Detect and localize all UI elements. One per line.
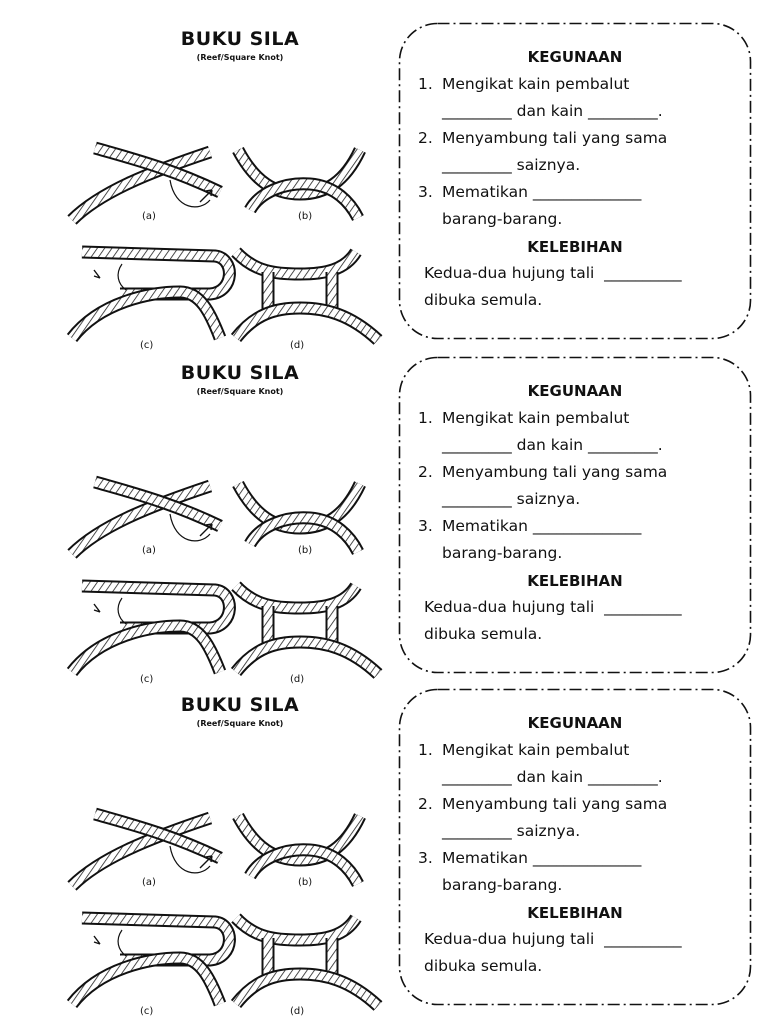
item-text-fill-blank: Mematikan ______________ (442, 517, 642, 535)
step-label-b: (b) (298, 545, 313, 556)
kelebihan-text: dibuka semula. (424, 957, 543, 975)
item-text: barang-barang. (442, 544, 563, 562)
reef-knot-diagram (60, 102, 390, 351)
item-text-fill-blank: _________ saiznya. (442, 822, 581, 840)
info-box (398, 688, 752, 1006)
step-label-c: (c) (140, 1006, 154, 1017)
step-label-a: (a) (142, 545, 156, 556)
item-text: barang-barang. (442, 210, 563, 228)
item-number: 2. (418, 463, 433, 481)
item-number: 2. (418, 795, 433, 813)
item-number: 3. (418, 517, 433, 535)
step-label-d: (d) (290, 340, 305, 351)
info-box (398, 356, 752, 674)
knot-step-d-illustration (236, 252, 378, 340)
worksheet-card (0, 688, 768, 1020)
item-text: Menyambung tali yang sama (442, 129, 668, 147)
knot-step-d-illustration (236, 586, 378, 674)
item-text-fill-blank: _________ dan kain _________. (442, 102, 663, 120)
item-number: 1. (418, 741, 433, 759)
item-number: 1. (418, 75, 433, 93)
item-number: 1. (418, 409, 433, 427)
item-text-fill-blank: Mematikan ______________ (442, 849, 642, 867)
knot-step-b-illustration (238, 816, 360, 884)
worksheet-card (0, 22, 768, 354)
knot-title: BUKU SILA (180, 694, 300, 716)
step-label-c: (c) (140, 340, 154, 351)
item-number: 3. (418, 849, 433, 867)
knot-step-c-illustration (72, 586, 229, 672)
knot-illustration-panel (60, 688, 390, 1017)
item-text-fill-blank: Mematikan ______________ (442, 183, 642, 201)
item-text: Menyambung tali yang sama (442, 795, 668, 813)
kegunaan-heading: KEGUNAAN (527, 714, 623, 732)
kelebihan-text-fill-blank: Kedua-dua hujung tali __________ (424, 930, 682, 948)
knot-subtitle: (Reef/Square Knot) (196, 53, 284, 62)
info-box (398, 22, 752, 340)
kegunaan-heading: KEGUNAAN (527, 382, 623, 400)
kegunaan-heading: KEGUNAAN (527, 48, 623, 66)
kelebihan-heading: KELEBIHAN (527, 238, 623, 256)
knot-illustration-panel (60, 22, 390, 351)
knot-step-b-illustration (238, 484, 360, 552)
kelebihan-text-fill-blank: Kedua-dua hujung tali __________ (424, 264, 682, 282)
kelebihan-text: dibuka semula. (424, 625, 543, 643)
reef-knot-diagram (60, 436, 390, 685)
knot-step-a-illustration (72, 814, 220, 886)
item-text-fill-blank: _________ dan kain _________. (442, 436, 663, 454)
kelebihan-heading: KELEBIHAN (527, 904, 623, 922)
step-label-b: (b) (298, 877, 313, 888)
item-number: 3. (418, 183, 433, 201)
step-label-a: (a) (142, 211, 156, 222)
knot-step-c-illustration (72, 918, 229, 1004)
reef-knot-diagram (60, 768, 390, 1017)
step-label-d: (d) (290, 674, 305, 685)
kelebihan-heading: KELEBIHAN (527, 572, 623, 590)
item-text-fill-blank: _________ saiznya. (442, 156, 581, 174)
knot-step-d-illustration (236, 918, 378, 1006)
step-label-d: (d) (290, 1006, 305, 1017)
knot-step-c-illustration (72, 252, 229, 338)
worksheet-card (0, 356, 768, 688)
knot-step-a-illustration (72, 482, 220, 554)
kelebihan-text-fill-blank: Kedua-dua hujung tali __________ (424, 598, 682, 616)
knot-step-b-illustration (238, 150, 360, 218)
item-text: Mengikat kain pembalut (442, 409, 630, 427)
knot-title: BUKU SILA (180, 362, 300, 384)
item-text-fill-blank: _________ saiznya. (442, 490, 581, 508)
knot-subtitle: (Reef/Square Knot) (196, 387, 284, 396)
item-number: 2. (418, 129, 433, 147)
step-label-b: (b) (298, 211, 313, 222)
step-label-a: (a) (142, 877, 156, 888)
item-text: Mengikat kain pembalut (442, 741, 630, 759)
knot-subtitle: (Reef/Square Knot) (196, 719, 284, 728)
item-text: barang-barang. (442, 876, 563, 894)
item-text: Menyambung tali yang sama (442, 463, 668, 481)
knot-illustration-panel (60, 356, 390, 685)
kelebihan-text: dibuka semula. (424, 291, 543, 309)
item-text-fill-blank: _________ dan kain _________. (442, 768, 663, 786)
step-label-c: (c) (140, 674, 154, 685)
item-text: Mengikat kain pembalut (442, 75, 630, 93)
knot-step-a-illustration (72, 148, 220, 220)
knot-title: BUKU SILA (180, 28, 300, 50)
